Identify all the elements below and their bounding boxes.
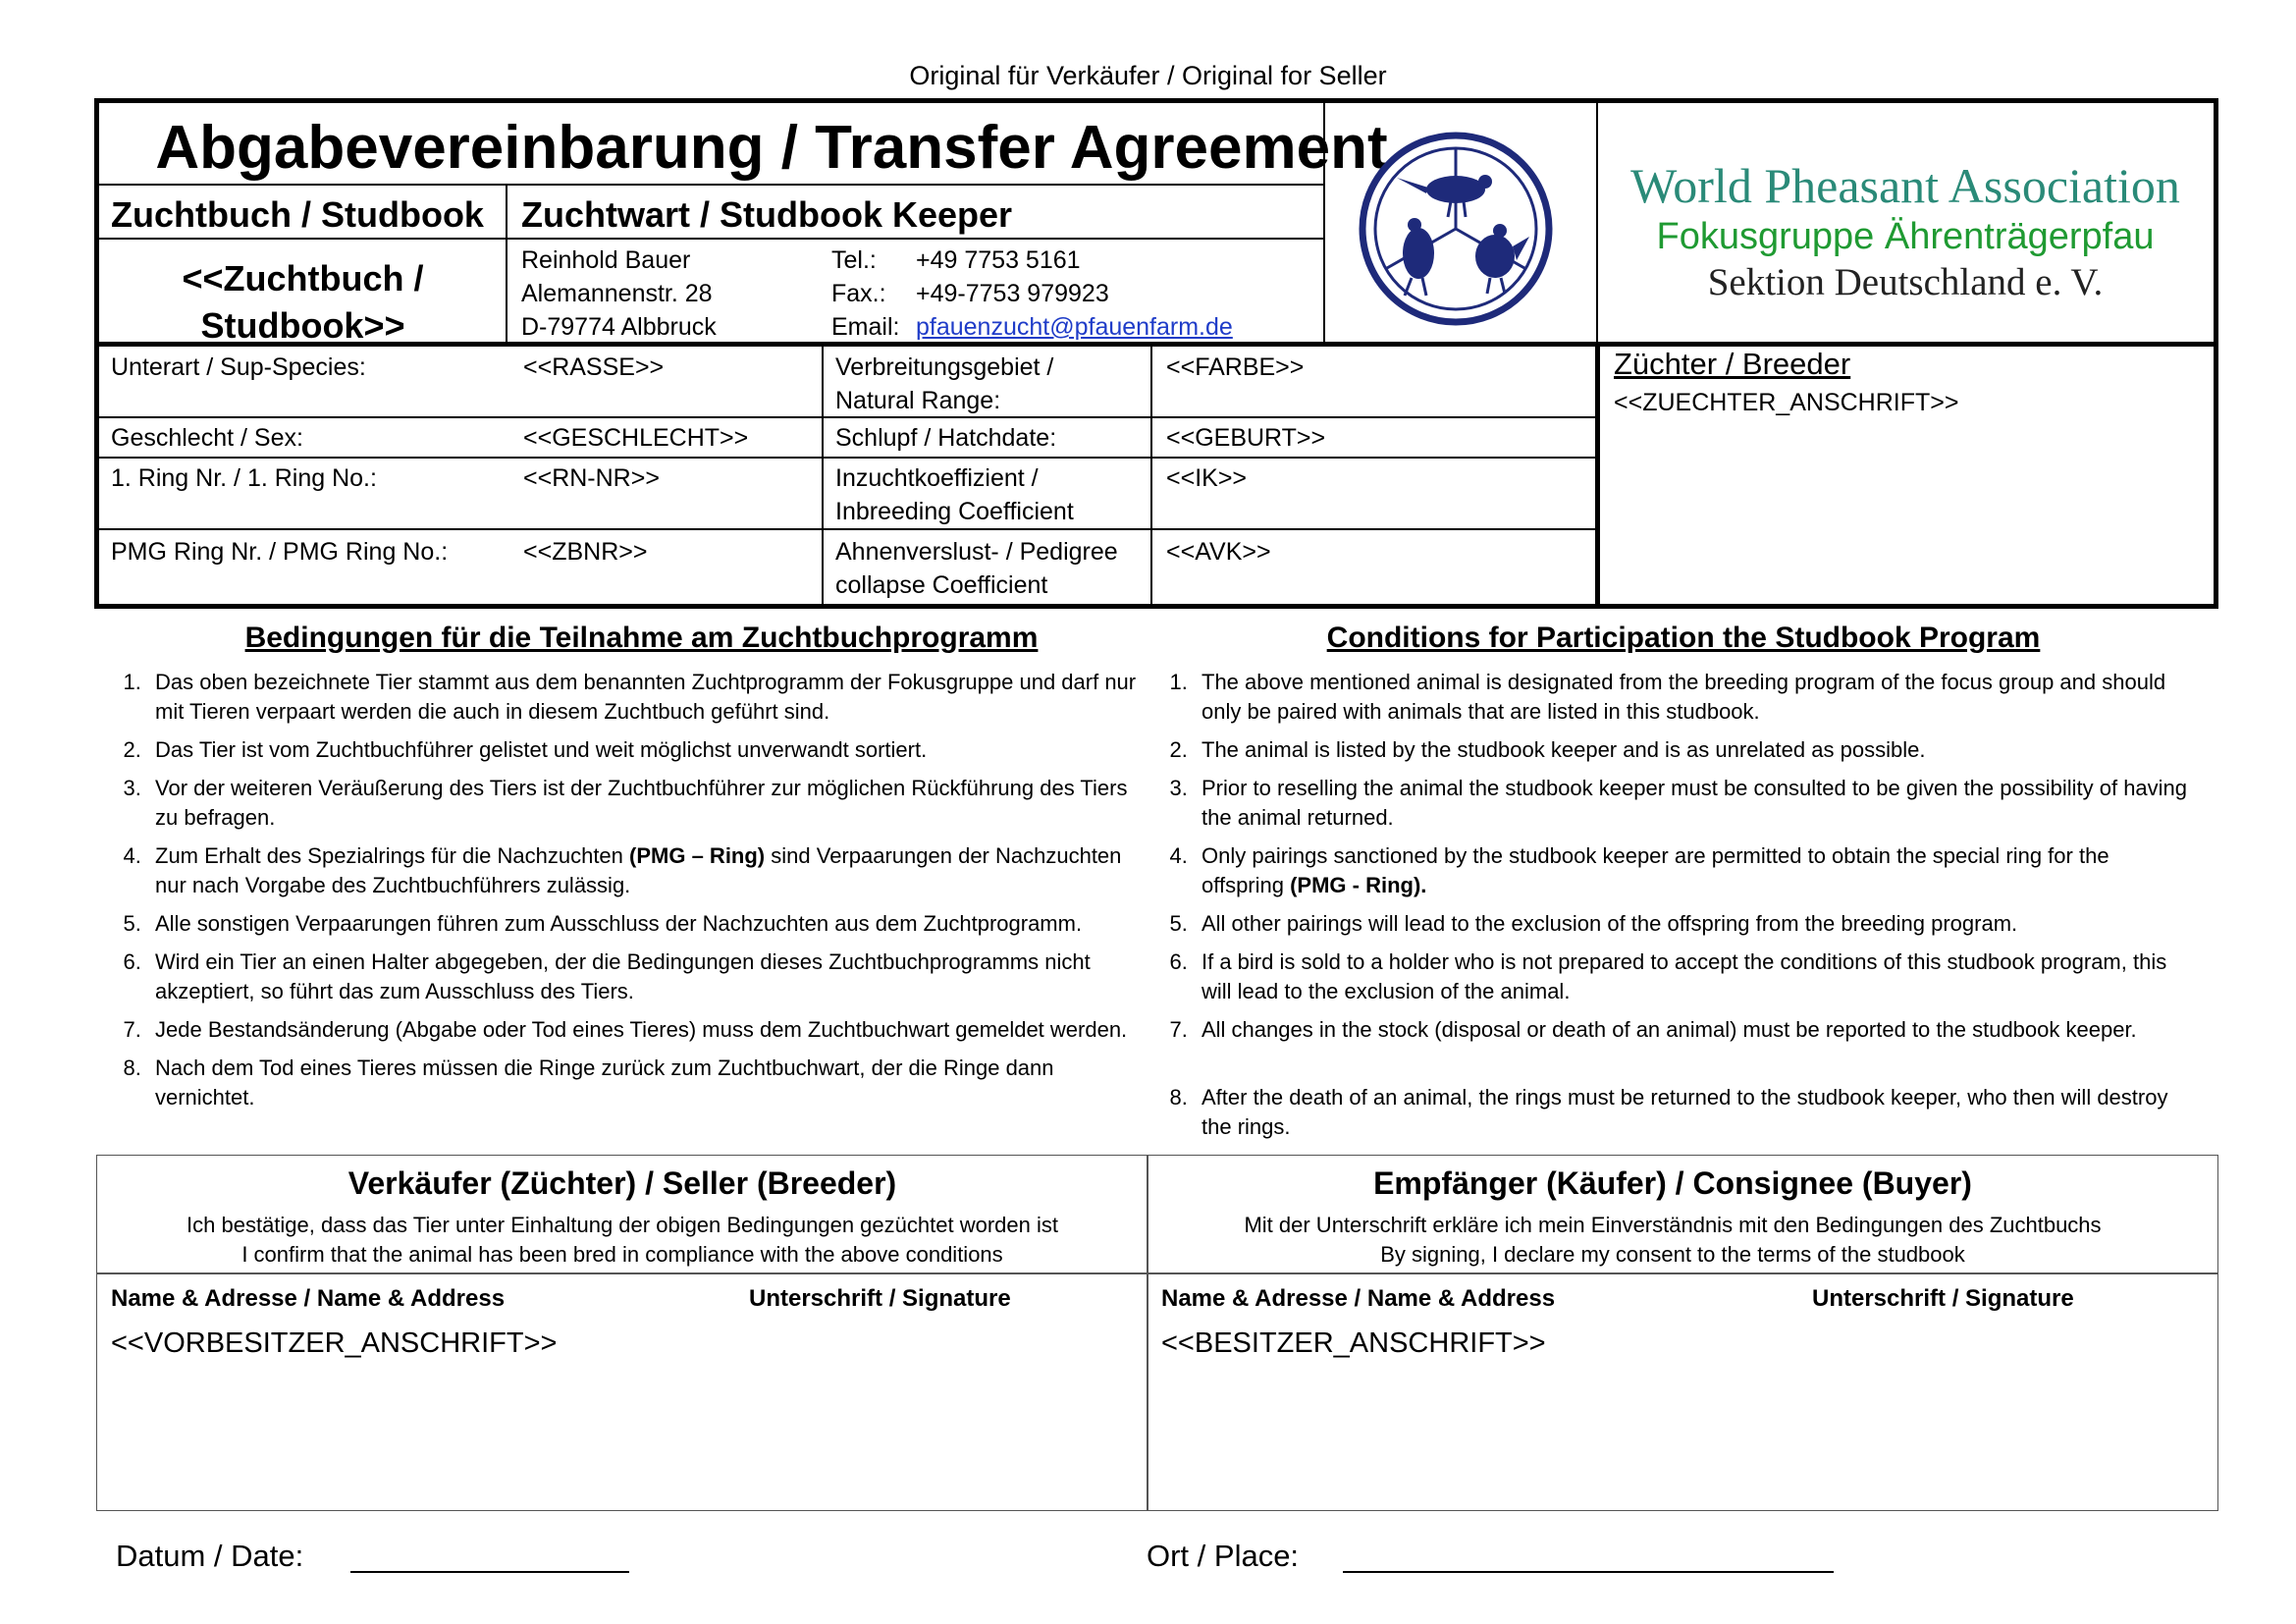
list-item: 2. Das Tier ist vom Zuchtbuchführer gelistet und weit möglichst unverwandt sortiert.	[147, 735, 1137, 765]
org-name: World Pheasant Association	[1630, 158, 2180, 213]
list-item: 8. After the death of an animal, the rings must be returned to the studbook keeper, who then will destroy the rings.	[1194, 1083, 2193, 1142]
studbook-placeholder-line: <<Zuchtbuch /	[182, 258, 424, 298]
list-item: 5. All other pairings will lead to the exclusion of the offspring from the breeding program.	[1194, 909, 2193, 939]
list-item: 2. The animal is listed by the studbook keeper and is as unrelated as possible.	[1194, 735, 2193, 765]
divider	[99, 184, 1323, 186]
conditions-en-list	[1152, 668, 2193, 1151]
list-item-text: Zum Erhalt des Spezialrings für die Nachzuchten	[155, 843, 623, 868]
date-label: Datum / Date:	[116, 1539, 304, 1573]
inbreeding-label	[835, 461, 1074, 528]
signature-block	[96, 1155, 2218, 1511]
list-item: 6. Wird ein Tier an einen Halter abgegeben, der die Bedingungen dieses Zuchtbuchprogramms nicht akzeptiert, so führt das zum Ausschluss des Tiers.	[147, 947, 1137, 1006]
pedigree-label-line: collapse Coefficient	[835, 571, 1048, 599]
list-item: 3. Vor der weiteren Veräußerung des Tiers ist der Zuchtbuchführer zur möglichen Rückführung des Tiers zu befragen.	[147, 774, 1137, 833]
keeper-contact-labels	[831, 244, 899, 344]
list-item: 1. Das oben bezeichnete Tier stammt aus dem benannten Zuchtprogramm der Fokusgruppe und darf nur mit Tieren verpaart werden die auch in diesem Zuchtbuch geführt sind.	[147, 668, 1137, 727]
range-label	[835, 351, 1053, 417]
hatch-label: Schlupf / Hatchdate:	[835, 424, 1057, 452]
sex-value: <<GESCHLECHT>>	[523, 424, 749, 452]
studbook-label: Zuchtbuch / Studbook	[111, 194, 484, 235]
buyer-statement-en: By signing, I declare my consent to the terms of the studbook	[1380, 1242, 1965, 1267]
range-label-line: Natural Range:	[835, 387, 1001, 414]
seller-statement-de: Ich bestätige, dass das Tier unter Einhaltung der obigen Bedingungen gezüchtet worden ist	[187, 1213, 1058, 1237]
ring-value: <<RN-NR>>	[523, 464, 660, 492]
org-section: Sektion Deutschland e. V.	[1707, 261, 2104, 303]
breeder-address: <<ZUECHTER_ANSCHRIFT>>	[1614, 389, 1959, 416]
hatch-value: <<GEBURT>>	[1166, 424, 1326, 452]
list-item: 7. Jede Bestandsänderung (Abgabe oder Tod eines Tieres) muss dem Zuchtbuchwart gemeldet werden.	[147, 1015, 1137, 1045]
page-title: Abgabevereinbarung / Transfer Agreement	[155, 114, 1388, 182]
keeper-name: Reinhold Bauer	[521, 246, 691, 274]
breeder-label: Züchter / Breeder	[1614, 347, 1851, 381]
buyer-address-field[interactable]: <<BESITZER_ANSCHRIFT>>	[1161, 1327, 1546, 1359]
inbreeding-label-line: Inbreeding Coefficient	[835, 498, 1074, 525]
seller-name-label: Name & Adresse / Name & Address	[111, 1285, 506, 1312]
header-box	[94, 98, 2218, 347]
buyer-statement-de: Mit der Unterschrift erkläre ich mein Einverständnis mit den Bedingungen des Zuchtbuchs	[1244, 1213, 2102, 1237]
divider	[1147, 1156, 1148, 1510]
list-item-text: Only pairings sanctioned by the studbook keeper are permitted to obtain the special ring for the offspring	[1201, 843, 2109, 897]
pedigree-label	[835, 535, 1118, 602]
divider	[99, 457, 1595, 459]
list-item: 1. The above mentioned animal is designated from the breeding program of the focus group and should only be paired with animals that are listed in this studbook.	[1194, 668, 2193, 727]
seller-signature-label: Unterschrift / Signature	[749, 1285, 1011, 1312]
divider	[1595, 343, 1600, 604]
list-item: 6. If a bird is sold to a holder who is not prepared to accept the conditions of this studbook program, this will lead to the exclusion of the animal.	[1194, 947, 2193, 1006]
divider	[822, 343, 824, 604]
conditions-de-heading: Bedingungen für die Teilnahme am Zuchtbuchprogramm	[244, 622, 1039, 654]
seller-address-field[interactable]: <<VORBESITZER_ANSCHRIFT>>	[111, 1327, 558, 1359]
divider	[97, 1272, 2217, 1274]
wpa-pheasant-logo-icon	[1358, 131, 1554, 327]
keeper-city: D-79774 Albbruck	[521, 313, 717, 341]
inbreeding-value: <<IK>>	[1166, 464, 1248, 492]
email-link[interactable]: pfauenzucht@pfauenfarm.de	[916, 313, 1233, 341]
pmg-ring-value: <<ZBNR>>	[523, 538, 648, 566]
subspecies-label: Unterart / Sup-Species:	[111, 353, 366, 381]
studbook-placeholder	[99, 255, 507, 350]
list-item-bold: (PMG – Ring)	[629, 843, 766, 868]
list-item-bold: (PMG - Ring).	[1290, 873, 1427, 897]
date-field[interactable]	[350, 1571, 629, 1573]
divider	[99, 528, 1595, 530]
seller-heading: Verkäufer (Züchter) / Seller (Breeder)	[347, 1165, 897, 1201]
pedigree-value: <<AVK>>	[1166, 538, 1271, 566]
list-item: 7. All changes in the stock (disposal or death of an animal) must be reported to the studbook keeper.	[1194, 1015, 2193, 1045]
pedigree-label-line: Ahnenverslust- / Pedigree	[835, 538, 1118, 566]
list-item	[1194, 841, 2193, 900]
list-item: 5. Alle sonstigen Verpaarungen führen zum Ausschluss der Nachzuchten aus dem Zuchtprogramm.	[147, 909, 1137, 939]
conditions-de-list	[106, 668, 1137, 1121]
buyer-statement	[1148, 1211, 2198, 1270]
fax-value: +49-7753 979923	[916, 280, 1109, 307]
place-field[interactable]	[1343, 1571, 1834, 1573]
seller-statement-en: I confirm that the animal has been bred in compliance with the above conditions	[241, 1242, 1003, 1267]
org-focus-group: Fokusgruppe Ährenträgerpfau	[1656, 216, 2155, 257]
tel-value: +49 7753 5161	[916, 246, 1081, 274]
list-item: 3. Prior to reselling the animal the studbook keeper must be consulted to be given the possibility of having the animal returned.	[1194, 774, 2193, 833]
ring-label: 1. Ring Nr. / 1. Ring No.:	[111, 464, 377, 492]
range-label-line: Verbreitungsgebiet /	[835, 353, 1054, 381]
seller-statement	[97, 1211, 1148, 1270]
original-note: Original für Verkäufer / Original for Seller	[909, 61, 1387, 90]
keeper-label: Zuchtwart / Studbook Keeper	[521, 194, 1013, 235]
keeper-contact-values	[916, 244, 1233, 344]
sex-label: Geschlecht / Sex:	[111, 424, 303, 452]
buyer-heading: Empfänger (Käufer) / Consignee (Buyer)	[1373, 1165, 1972, 1201]
divider	[99, 238, 1323, 240]
buyer-name-label: Name & Adresse / Name & Address	[1161, 1285, 1556, 1312]
buyer-signature-label: Unterschrift / Signature	[1812, 1285, 2074, 1312]
place-label: Ort / Place:	[1147, 1539, 1300, 1573]
keeper-address	[521, 244, 717, 344]
fax-label: Fax.:	[831, 280, 886, 307]
keeper-street: Alemannenstr. 28	[521, 280, 713, 307]
list-item-text: sind Verpaarungen der Nachzuchten nur nach Vorgabe des Zuchtbuchführers zulässig.	[155, 843, 1122, 897]
inbreeding-label-line: Inzuchtkoeffizient /	[835, 464, 1039, 492]
divider	[1150, 343, 1152, 604]
list-item	[147, 841, 1137, 900]
animal-data-table	[94, 343, 2218, 609]
studbook-placeholder-line: Studbook>>	[200, 305, 405, 346]
conditions-en-heading: Conditions for Participation the Studbook Program	[1326, 622, 2041, 654]
range-value: <<FARBE>>	[1166, 353, 1305, 381]
subspecies-value: <<RASSE>>	[523, 353, 665, 381]
pmg-ring-label: PMG Ring Nr. / PMG Ring No.:	[111, 538, 449, 566]
email-label: Email:	[831, 313, 900, 341]
list-item: 8. Nach dem Tod eines Tieres müssen die Ringe zurück zum Zuchtbuchwart, der die Ringe dann vernichtet.	[147, 1054, 1137, 1112]
tel-label: Tel.:	[831, 246, 877, 274]
